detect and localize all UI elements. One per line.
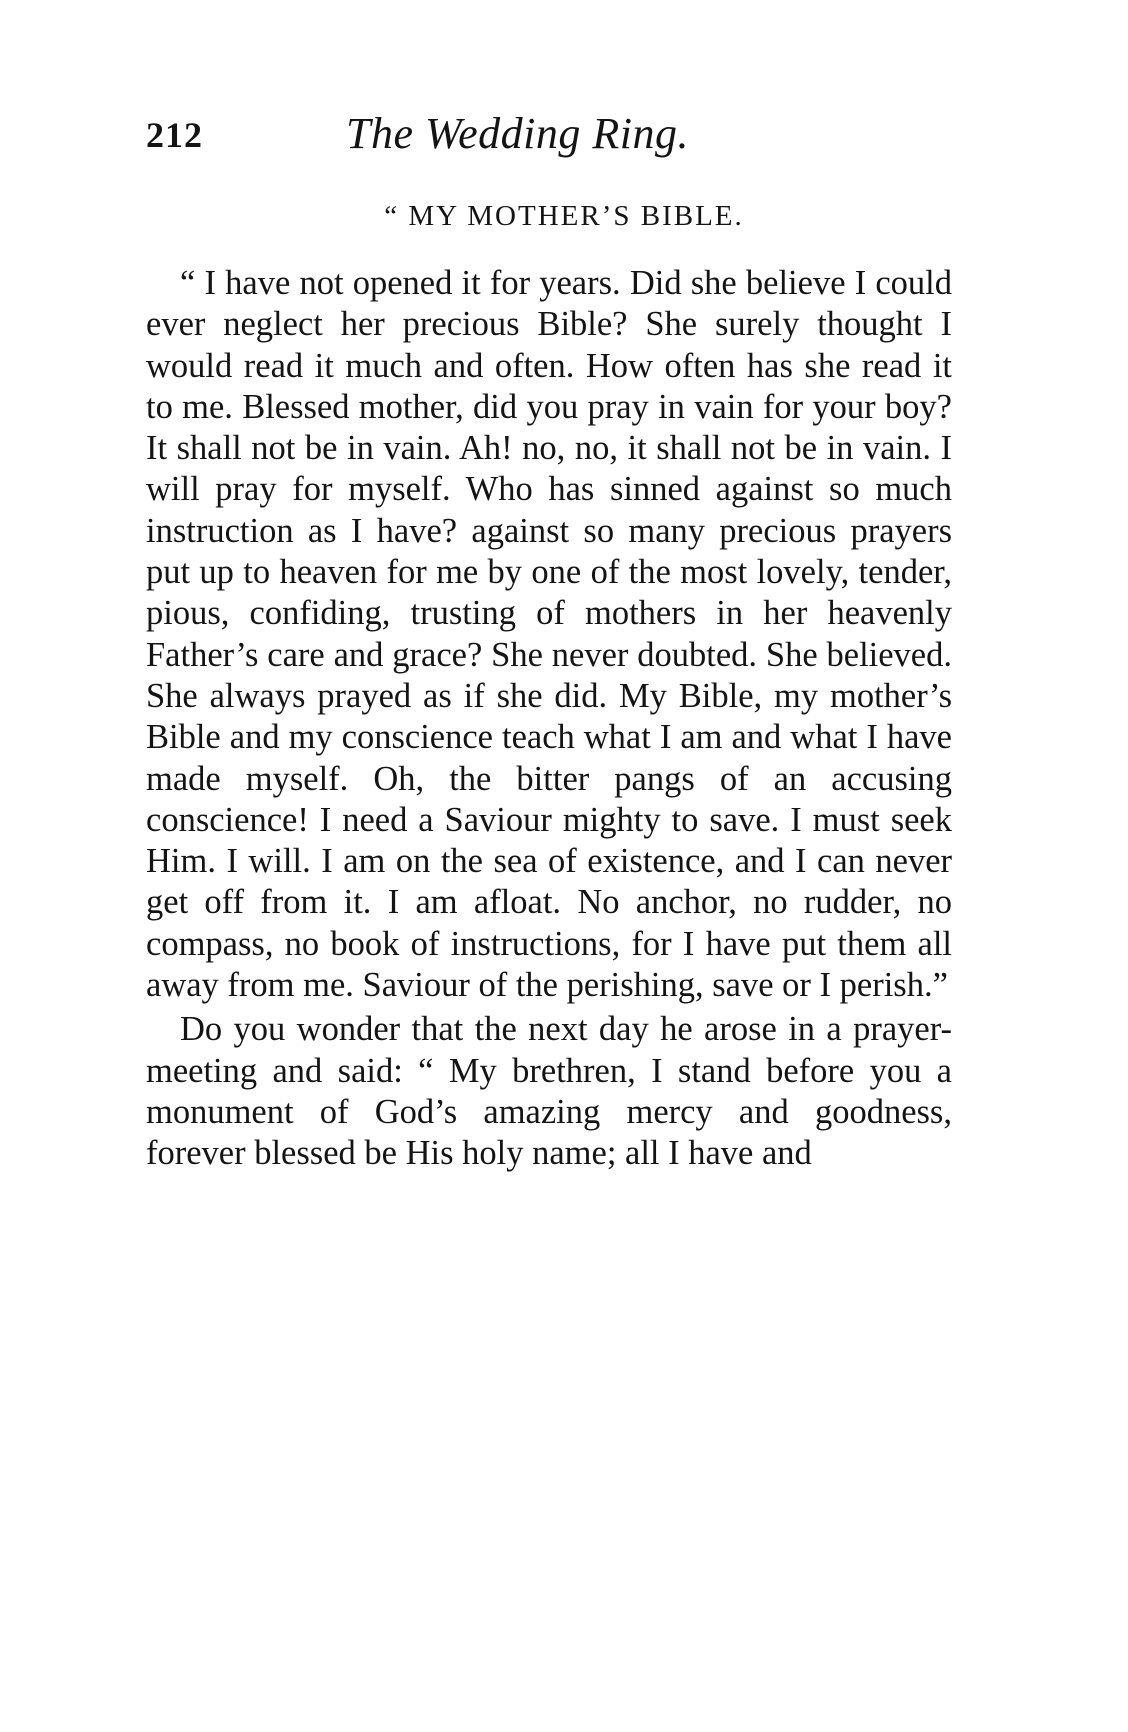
- running-head: [146, 108, 956, 168]
- paragraph: “ I have not opened it for years. Did she believe I could ever neglect her precious Bible? She surely thought I would read it much and often. How often has she read it to me. Blessed mother, did you pray in vain for your boy? It shall not be in vain. Ah! no, no, it shall not be in vain. I will pray for myself. Who has sinned against so much instruction as I have? against so many precious prayers put up to heaven for me by one of the most lovely, tender, pious, confiding, trusting of mothers in her heavenly Father’s care and grace? She never doubted. She believed. She always prayed as if she did. My Bible, my mother’s Bible and my conscience teach what I am and what I have made myself. Oh, the bitter pangs of an accusing conscience! I need a Saviour mighty to save. I must seek Him. I will. I am on the sea of existence, and I can never get off from it. I am afloat. No anchor, no rudder, no compass, no book of instructions, for I have put them all away from me. Saviour of the perishing, save or I perish.”: [146, 264, 952, 1005]
- paragraph: Do you wonder that the next day he arose in a prayer-meeting and said: “ My brethren, I stand before you a monument of God’s amazing mercy and goodness, forever blessed be His holy name; all I have and: [146, 1010, 952, 1173]
- page-number: 212: [146, 115, 203, 155]
- body-text: [146, 263, 952, 1175]
- section-heading: “ MY MOTHER’S BIBLE.: [384, 200, 744, 232]
- book-title: The Wedding Ring.: [346, 109, 689, 158]
